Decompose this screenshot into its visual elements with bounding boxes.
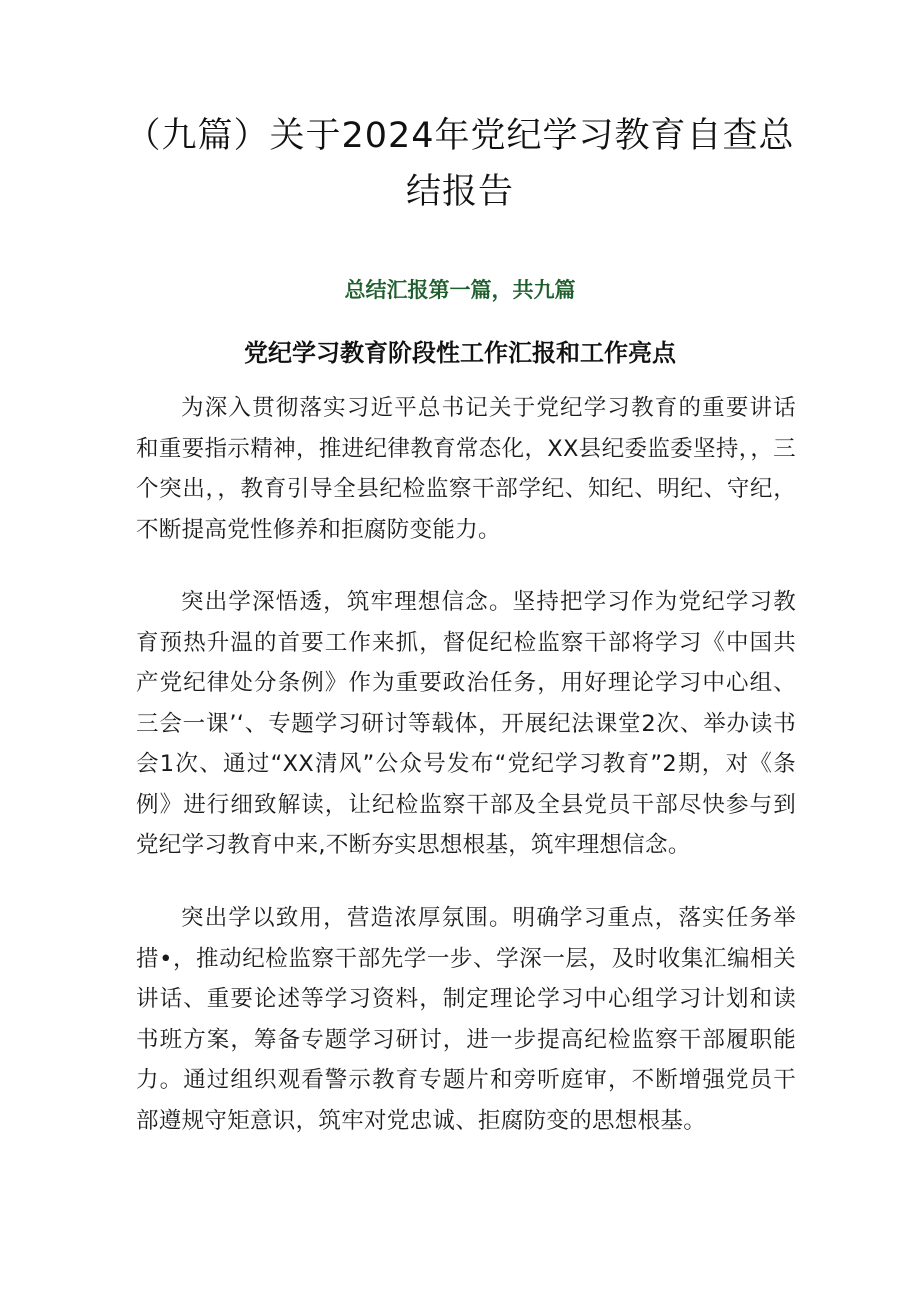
section-title: 党纪学习教育阶段性工作汇报和工作亮点 xyxy=(244,339,676,367)
document-title: （九篇）关于2024年党纪学习教育自查总结报告 xyxy=(125,116,795,212)
section-label: 总结汇报第一篇，共九篇 xyxy=(344,278,576,302)
body-paragraph-3: 突出学以致用，营造浓厚氛围。明确学习重点，落实任务举措•，推动纪检监察干部先学一步、学深一层，及时收集汇编相关讲话、重要论述等学习资料，制定理论学习中心组学习计划和读书班方案，筹备专题学习研讨，进一步提高纪检监察干部履职能力。通过组织观看警示教育专题片和旁听庭审，不断增强党员干部遵规守矩意识，筑牢对党忠诚、拒腐防变的思想根基。 xyxy=(136,905,796,1134)
body-paragraph-1: 为深入贯彻落实习近平总书记关于党纪学习教育的重要讲话和重要指示精神，推进纪律教育常态化，XX县纪委监委坚持，，三个突出，，教育引导全县纪检监察干部学纪、知纪、明纪、守纪，不断提高党性修养和拒腐防变能力。 xyxy=(136,395,796,543)
body-paragraph-2: 突出学深悟透，筑牢理想信念。坚持把学习作为党纪学习教育预热升温的首要工作来抓，督促纪检监察干部将学习《中国共产党纪律处分条例》作为重要政治任务，用好理论学习中心组、三会一课’‘、专题学习研讨等载体，开展纪法课堂2次、举办读书会1次、通过“XX清风”公众号发布“党纪学习教育”2期，对《条例》进行细致解读，让纪检监察干部及全县党员干部尽快参与到党纪学习教育中来,不断夯实思想根基，筑牢理想信念。 xyxy=(136,589,796,858)
